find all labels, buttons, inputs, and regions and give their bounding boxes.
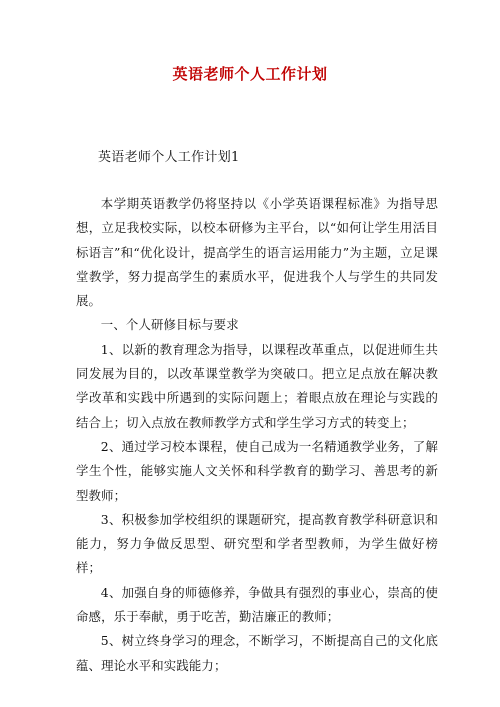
intro-paragraph: 本学期英语教学仍将坚持以《小学英语课程标准》为指导思想，立足我校实际，以校本研修为主平台，以“如何让学生用活目标语言”和“优化设计，提高学生的语言运用能力”为主题，立足课堂教学，努力提高学生的素质水平，促进我个人与学生的共同发展。 xyxy=(76,196,438,309)
list-item: 1、以新的教育理念为指导，以课程改革重点，以促进师生共同发展为目的，以改革课堂教学为突破口。把立足点放在解决教学改革和实践中所遇到的实际问题上；着眼点放在理论与实践的结合上；切入点放在教师教学方式和学生学习方式的转变上； xyxy=(76,341,438,430)
document-title: 英语老师个人工作计划 xyxy=(172,65,328,83)
list-item: 3、积极参加学校组织的课题研究，提高教育教学科研意识和能力，努力争做反思型、研究型和学者型教师，为学生做好榜样； xyxy=(76,511,438,576)
section-heading-goals: 一、个人研修目标与要求 xyxy=(100,317,239,333)
list-item: 5、树立终身学习的理念，不断学习，不断提高自己的文化底蕴、理论水平和实践能力； xyxy=(76,633,438,673)
list-item: 4、加强自身的师德修养，争做具有强烈的事业心，崇高的使命感，乐于奉献，勇于吃苦，勤洁廉正的教师； xyxy=(76,584,438,625)
list-item: 2、通过学习校本课程，使自己成为一名精通教学业务，了解学生个性，能够实施人文关怀和科学教育的勤学习、善思考的新型教师； xyxy=(76,438,438,503)
section-heading: 英语老师个人工作计划1 xyxy=(98,150,240,165)
document-body xyxy=(76,192,438,678)
